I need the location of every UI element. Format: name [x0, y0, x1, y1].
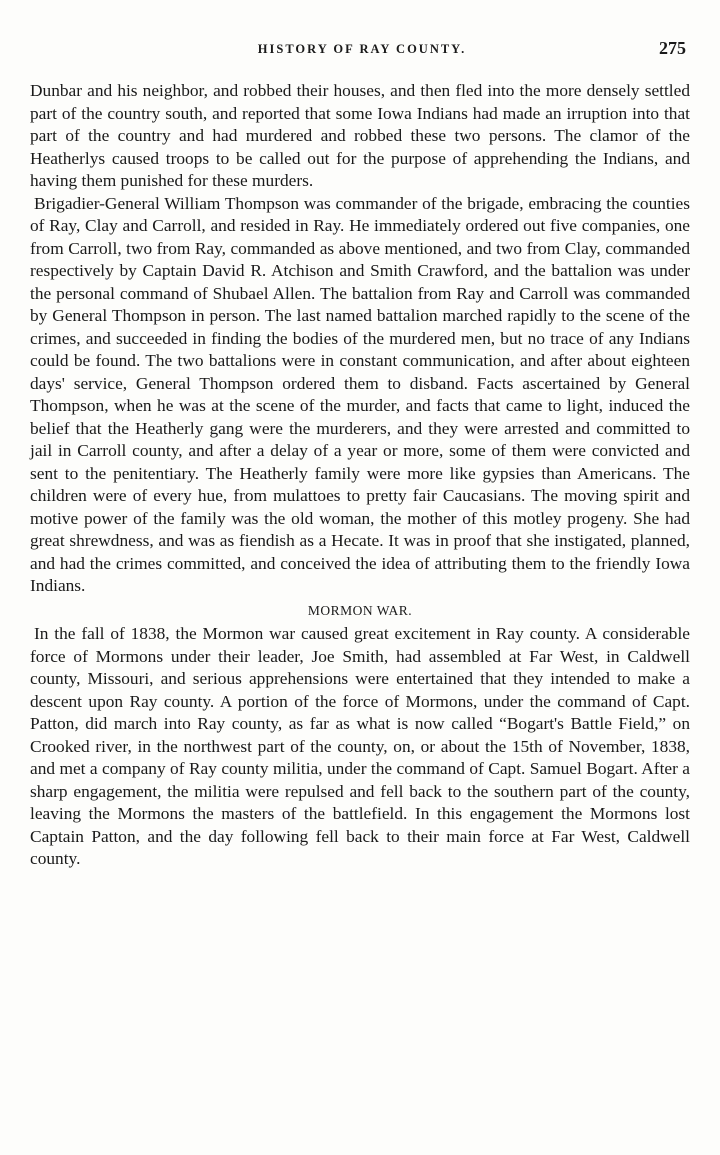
paragraph-mormon-war: In the fall of 1838, the Mormon war caused great excitement in Ray county. A considerable force of Mormons under their leader, Joe Smith, had assembled at Far West, in Caldwell county, Missouri, and serious apprehensions were entertained that they intended to make a descent upon Ray county. A portion of the force of Mormons, under the command of Capt. Patton, did march into Ray county, as far as what is now called “Bogart's Battle Field,” on Crooked river, in the northwest part of the county, on, or about the 15th of November, 1838, and met a company of Ray county militia, under the command of Capt. Samuel Bogart. After a sharp engagement, the militia were repulsed and fell back to the southern part of the county, leaving the Mormons the masters of the battlefield. In this engagement the Mormons lost Captain Patton, and the day following fell back to their main force at Far West, Caldwell county.	[30, 624, 690, 868]
section-heading-mormon-war: MORMON WAR.	[307, 602, 413, 618]
running-header	[32, 38, 692, 62]
running-title: HISTORY OF RAY COUNTY.	[257, 42, 467, 56]
body-text	[30, 80, 690, 871]
paragraph-thompson-battalions: Brigadier-General William Thompson was commander of the brigade, embracing the counties of Ray, Clay and Carroll, and resided in Ray. He immediately ordered out five companies, one from Carroll, two from Ray, commanded as above mentioned, and two from Clay, commanded respectively by Captain David R. Atchison and Smith Crawford, and the battalion was under the personal command of Shubael Allen. The battalion from Ray and Carroll was commanded by General Thompson in person. The last named battalion marched rapidly to the scene of the crimes, and succeeded in finding the bodies of the murdered men, but no trace of any Indians could be found. The two battalions were in constant communication, and after about eighteen days' service, General Thompson ordered them to disband. Facts ascertained by General Thompson, when he was at the scene of the murder, and facts that came to light, induced the belief that the Heatherly gang were the murderers, and they were arrested and committed to jail in Carroll county, and after a delay of a year or more, some of them were convicted and sent to the penitentiary. The Heatherly family were more like gypsies than Americans. The children were of every hue, from mulattoes to pretty fair Caucasians. The moving spirit and motive power of the family was the old woman, the mother of this motley progeny. She had great shrewdness, and was as fiendish as a Hecate. It was in proof that she instigated, planned, and had the crimes committed, and conceived the idea of attributing them to the friendly Iowa Indians.	[30, 193, 690, 595]
paragraph-heatherly-crimes: Dunbar and his neighbor, and robbed their houses, and then fled into the more densely settled part of the country south, and reported that some Iowa Indians had made an irruption into that part of the country and had murdered and robbed these two persons. The clamor of the Heatherlys caused troops to be called out for the purpose of apprehending the Indians, and having them punished for these murders.	[30, 81, 690, 190]
page-number: 275	[659, 38, 686, 58]
